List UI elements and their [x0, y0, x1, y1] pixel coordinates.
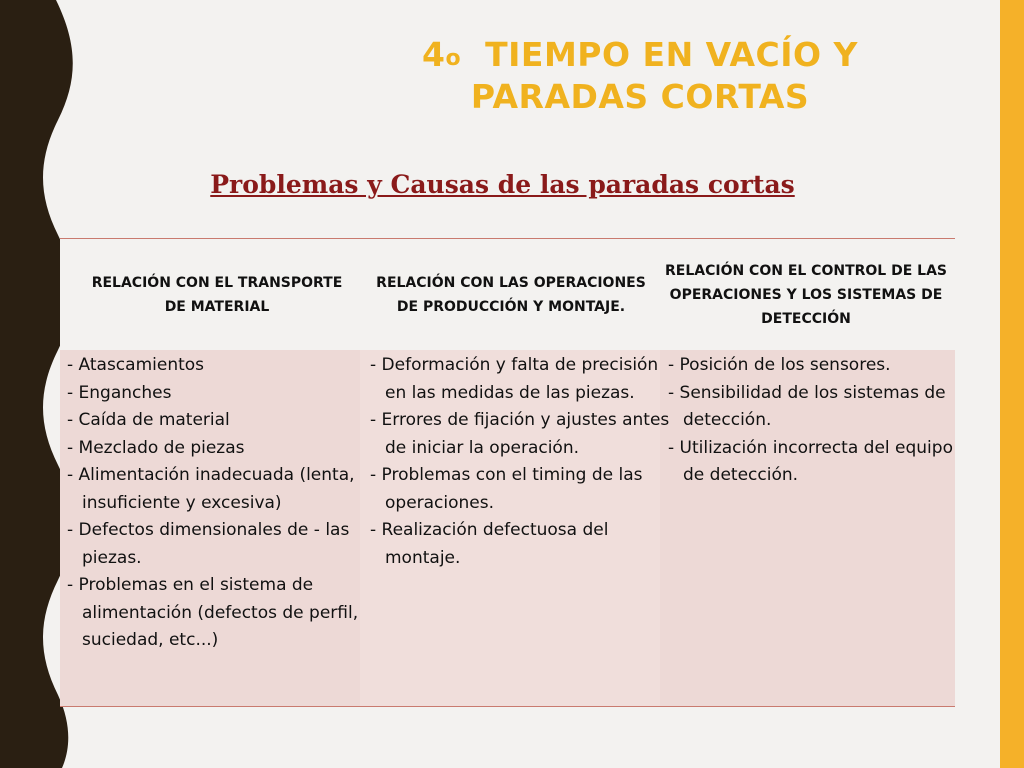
- header-production: RELACIÓN CON LAS OPERACIONES DE PRODUCCIÓN Y MONTAJE.: [376, 275, 646, 315]
- slide-subtitle: Problemas y Causas de las paradas cortas: [210, 170, 795, 199]
- list-item: - Errores de fijación y ajustes antes de iniciar la operación.: [370, 410, 670, 458]
- list-item: - Defectos dimensionales de - las piezas.: [67, 520, 350, 568]
- list-item: - Realización defectuosa del montaje.: [370, 520, 609, 568]
- header-transport: RELACIÓN CON EL TRANSPORTE DE MATERIAL: [91, 275, 343, 315]
- header-detection: RELACIÓN CON EL CONTROL DE LAS OPERACIONES Y LOS SISTEMAS DE DETECCIÓN: [664, 263, 948, 327]
- list-item: - Problemas en el sistema de alimentación (defectos de perfil, suciedad, etc...): [67, 575, 359, 650]
- title-number: 4: [422, 35, 446, 74]
- list-item: - Mezclado de piezas: [67, 437, 245, 458]
- column-transport: [60, 350, 360, 706]
- title-line-2: PARADAS CORTAS: [470, 77, 810, 116]
- column-production: [360, 350, 670, 706]
- table-header-row: [60, 238, 955, 352]
- list-item: - Utilización incorrecta del equipo de detección.: [668, 437, 953, 485]
- list-item: - Deformación y falta de precisión en las medidas de las piezas.: [370, 355, 659, 403]
- list-item: - Alimentación inadecuada (lenta, insuficiente y excesiva): [67, 465, 355, 513]
- table-body-row: [60, 350, 955, 707]
- title-ordinal: o: [445, 46, 462, 71]
- list-item: - Enganches: [67, 382, 172, 403]
- list-item: - Atascamientos: [67, 355, 205, 375]
- right-orange-band: [1000, 0, 1024, 768]
- list-item: - Caída de material: [67, 410, 230, 430]
- causes-table: [60, 238, 955, 706]
- column-detection: [660, 350, 955, 706]
- list-item: - Problemas con el timing de las operaciones.: [370, 465, 643, 513]
- list-item: - Sensibilidad de los sistemas de detección.: [668, 382, 946, 430]
- list-item: - Posición de los sensores.: [668, 355, 891, 375]
- slide-title: [330, 34, 950, 118]
- title-line-1: TIEMPO EN VACÍO Y: [485, 35, 858, 74]
